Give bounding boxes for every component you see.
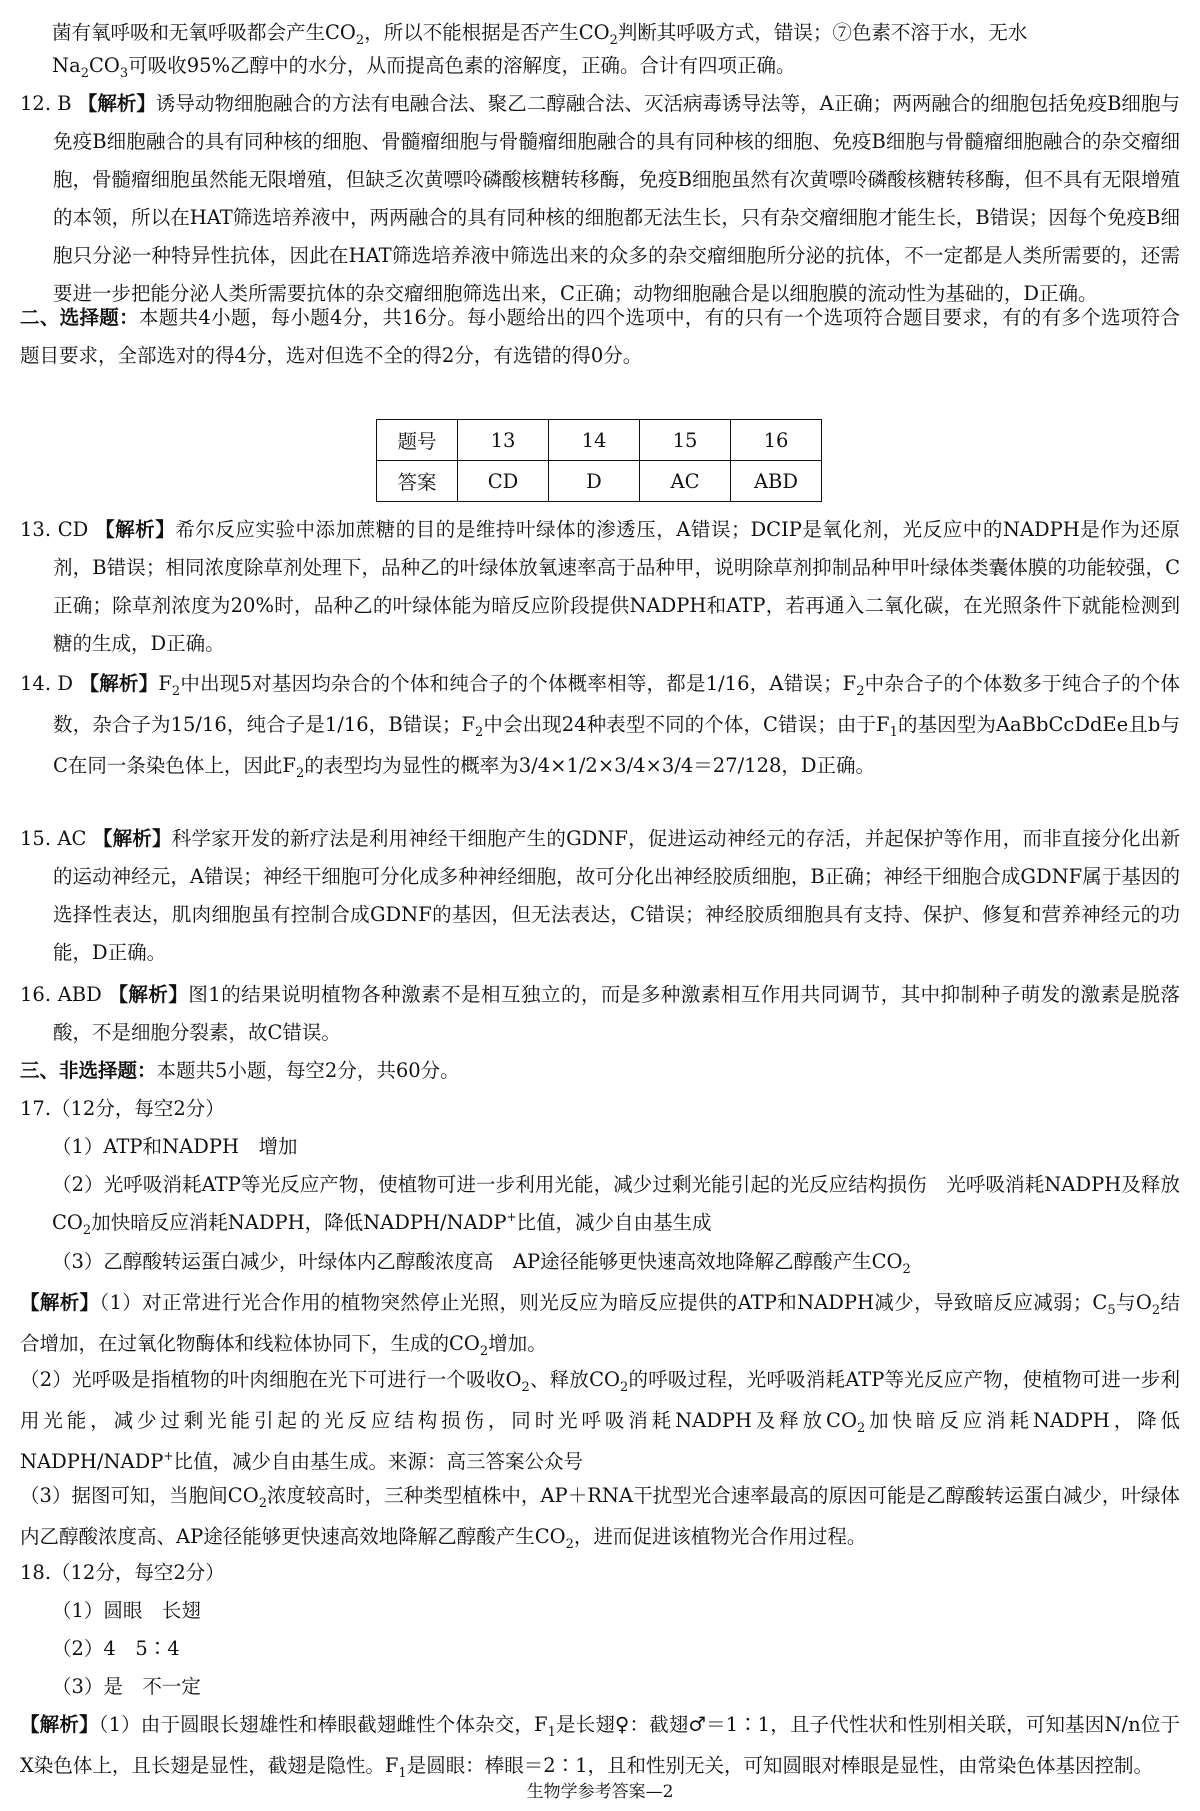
q18-heading: 18.（12分，每空2分） <box>20 1561 225 1584</box>
source-watermark: 来源：高三答案公众号 <box>387 1450 583 1473</box>
q17-heading: 17.（12分，每空2分） <box>20 1097 225 1120</box>
answer-q14: 14. D 【解析】$F_2$中出现5对基因均杂合的个体和纯合子的个体概率相等，都是1/16，A错误；$F_2$中杂合子的个体数多于纯合子的个体数，杂合子为15/16，纯合子是1/16，B错误；$F_2$中会出现24种表型不同的个体，C错误；由于$F_1$的基因型为AaBbCcDdEe且b与C在同一条染色体上，因此$F_2$的表型均为显性的概率为3/4×1/2×3/4×3/4＝27/128，D正确。 <box>20 672 1180 781</box>
q18-explanation: 【解析】（1）由于圆眼长翅雄性和棒眼截翅雌性个体杂交，$F_1$是长翅♀：截翅♂＝1∶1，且子代性状和性别相关联，可知基因N/n位于X染色体上，且长翅是显性，截翅是隐性。$F_1$是圆眼：棒眼＝2∶1，且和性别无关，可知圆眼对棒眼是显性，由常染色体基因控制。 <box>20 1713 1180 1781</box>
q18-answer-2: （2）4 5∶4 <box>52 1637 180 1660</box>
q17-explanation-2: （2）光呼吸是指植物的叶肉细胞在光下可进行一个吸收$O_2$、释放$CO_2$的呼吸过程，光呼吸消耗ATP等光反应产物，使植物可进一步利用光能，减少过剩光能引起的光反应结构损伤，同时光呼吸消耗NADPH及释放$CO_2$加快暗反应消耗NADPH，降低NADPH/NADP+比值，减少自由基生成。来源：高三答案公众号 <box>20 1368 1181 1473</box>
table-row <box>377 461 822 502</box>
table-cell: 16 <box>731 420 822 461</box>
table-cell: D <box>549 461 640 502</box>
paragraph-q11-tail-2: $Na_2CO_3$可吸收95%乙醇中的水分，从而提高色素的溶解度，正确。合计有四项正确。 <box>52 54 796 81</box>
answer-table <box>376 419 822 502</box>
table-answer-label: 答案 <box>377 461 458 502</box>
q17-answer-3: （3）乙醇酸转运蛋白减少，叶绿体内乙醇酸浓度高 AP途径能够更快速高效地降解乙醇酸产生$CO_2$ <box>52 1250 911 1277</box>
table-cell: AC <box>640 461 731 502</box>
section-3-instructions: 三、非选择题：本题共5小题，每空2分，共60分。 <box>20 1059 460 1082</box>
answer-q16: 16. ABD 【解析】图1的结果说明植物各种激素不是相互独立的，而是多种激素相互作用共同调节，其中抑制种子萌发的激素是脱落酸，不是细胞分裂素，故C错误。 <box>20 983 1180 1044</box>
answer-q13: 13. CD 【解析】希尔反应实验中添加蔗糖的目的是维持叶绿体的渗透压，A错误；DCIP是氧化剂，光反应中的NADPH是作为还原剂，B错误；相同浓度除草剂处理下，品种乙的叶绿体放氧速率高于品种甲，说明除草剂抑制品种甲叶绿体类囊体膜的功能较强，C正确；除草剂浓度为20%时，品种乙的叶绿体能为暗反应阶段提供NADPH和ATP，若再通入二氧化碳，在光照条件下就能检测到糖的生成，D正确。 <box>20 518 1180 655</box>
q17-explanation-3: （3）据图可知，当胞间$CO_2$浓度较高时，三种类型植株中，AP＋RNA干扰型光合速率最高的原因可能是乙醇酸转运蛋白减少，叶绿体内乙醇酸浓度高、AP途径能够更快速高效地降解乙醇酸产生$CO_2$，进而促进该植物光合作用过程。 <box>20 1484 1180 1552</box>
table-cell: 14 <box>549 420 640 461</box>
q18-answer-3: （3）是 不一定 <box>52 1675 201 1698</box>
section-2-instructions: 二、选择题：本题共4小题，每小题4分，共16分。每小题给出的四个选项中，有的只有一个选项符合题目要求，有的有多个选项符合题目要求，全部选对的得4分，选对但选不全的得2分，有选错的得0分。 <box>20 306 1180 367</box>
answer-q15: 15. AC 【解析】科学家开发的新疗法是利用神经干细胞产生的GDNF，促进运动神经元的存活，并起保护等作用，而非直接分化出新的运动神经元，A错误；神经干细胞可分化成多种神经细胞，故可分化出神经胶质细胞，B正确；神经干细胞合成GDNF属于基因的选择性表达，肌肉细胞虽有控制合成GDNF的基因，但无法表达，C错误；神经胶质细胞具有支持、保护、修复和营养神经元的功能，D正确。 <box>20 827 1180 964</box>
answer-q12: 12. B 【解析】诱导动物细胞融合的方法有电融合法、聚乙二醇融合法、灭活病毒诱导法等，A正确；两两融合的细胞包括免疫B细胞与免疫B细胞融合的具有同种核的细胞、骨髓瘤细胞与骨髓瘤细胞融合的具有同种核的细胞、免疫B细胞与骨髓瘤细胞融合的杂交瘤细胞，骨髓瘤细胞虽然能无限增殖，但缺乏次黄嘌呤磷酸核糖转移酶，免疫B细胞虽然有次黄嘌呤磷酸核糖转移酶，但不具有无限增殖的本领，所以在HAT筛选培养液中，两两融合的具有同种核的细胞都无法生长，只有杂交瘤细胞才能生长，B错误；因每个免疫B细胞只分泌一种特异性抗体，因此在HAT筛选培养液中筛选出来的众多的杂交瘤细胞所分泌的抗体，不一定都是人类所需要的，还需要进一步把能分泌人类所需要抗体的杂交瘤细胞筛选出来，C正确；动物细胞融合是以细胞膜的流动性为基础的，D正确。 <box>20 92 1180 305</box>
q17-answer-2: （2）光呼吸消耗ATP等光反应产物，使植物可进一步利用光能，减少过剩光能引起的光反应结构损伤 光呼吸消耗NADPH及释放$CO_2$加快暗反应消耗NADPH，降低NADPH/NADP+比值，减少自由基生成 <box>52 1173 1180 1238</box>
paragraph-q11-tail-1: 菌有氧呼吸和无氧呼吸都会产生$CO_2$，所以不能根据是否产生$CO_2$判断其呼吸方式，错误；⑦色素不溶于水，无水 <box>52 21 1028 48</box>
table-header-label: 题号 <box>377 420 458 461</box>
table-cell: CD <box>458 461 549 502</box>
table-row <box>377 420 822 461</box>
table-cell: ABD <box>731 461 822 502</box>
table-cell: 15 <box>640 420 731 461</box>
q17-answer-1: （1）ATP和NADPH 增加 <box>52 1135 298 1158</box>
q18-answer-1: （1）圆眼 长翅 <box>52 1599 201 1622</box>
page-footer: 生物学参考答案—2 <box>526 1782 674 1802</box>
table-cell: 13 <box>458 420 549 461</box>
q17-explanation-1: 【解析】（1）对正常进行光合作用的植物突然停止光照，则光反应为暗反应提供的ATP和NADPH减少，导致暗反应减弱；$C_5$与$O_2$结合增加，在过氧化物酶体和线粒体协同下，生成的$CO_2$增加。 <box>20 1291 1180 1359</box>
